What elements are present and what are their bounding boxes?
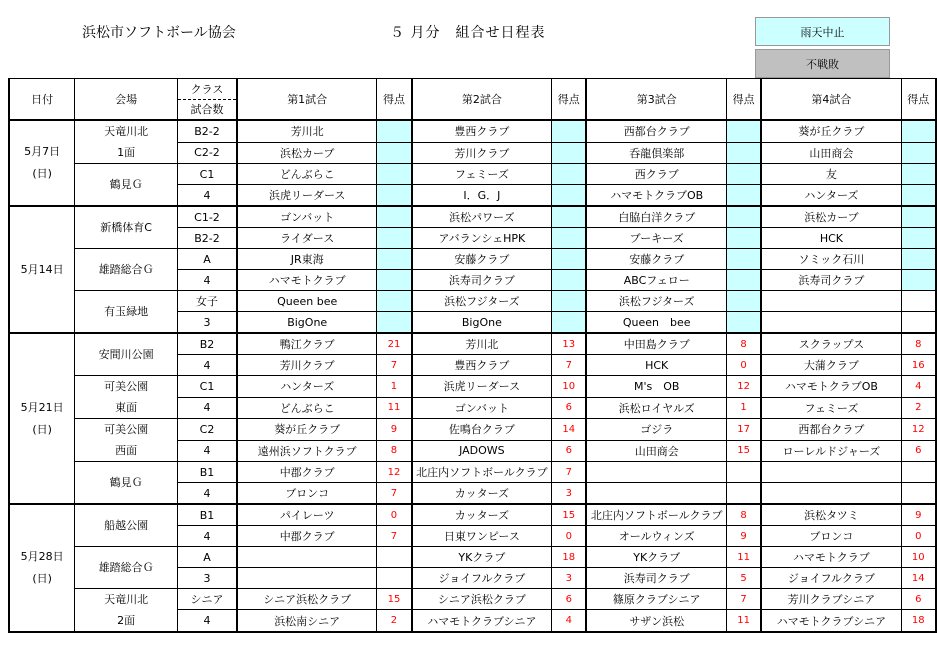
score-cell: 7 [726,589,761,610]
team-cell: 芳川クラブ [237,355,377,376]
day-of-week: (日) [32,572,52,585]
score-cell: 2 [901,397,936,419]
team-cell: 浜松ロイヤルズ [586,397,726,419]
team-cell: ハンターズ [761,185,901,207]
team-cell: ローレルドジャーズ [761,440,901,462]
team-cell: 葵が丘クラブ [761,120,901,142]
score-cell [901,291,936,312]
team-cell: 浜松カーブ [761,206,901,228]
score-cell: 18 [901,610,936,632]
venue-cell [75,249,178,291]
score-cell: 15 [726,440,761,462]
score-cell [377,185,412,207]
team-cell: ハマモトクラブシニア [412,610,552,632]
score-cell [726,142,761,164]
score-cell [901,249,936,270]
team-cell: 安藤クラブ [586,249,726,270]
team-cell [237,547,377,568]
class-cell: 4 [177,185,237,207]
header-date: 日付 [9,79,75,121]
team-cell [761,462,901,483]
score-cell: 9 [901,504,936,526]
score-cell [726,270,761,291]
score-cell: 10 [901,547,936,568]
team-cell: YKクラブ [586,547,726,568]
score-cell: 15 [552,504,587,526]
venue-cell [75,504,178,547]
team-cell: 豊西クラブ [412,355,552,376]
score-cell: 14 [901,568,936,589]
class-cell: C2-2 [177,142,237,164]
venue-name: 新橋体育C [100,221,152,234]
class-cell: B1 [177,504,237,526]
team-cell: Queen bee [586,312,726,334]
score-cell [901,206,936,228]
header-venue: 会場 [75,79,178,121]
schedule-table [8,78,937,633]
team-cell: ハンターズ [237,376,377,398]
venue-name: 2面 [117,614,136,627]
score-cell [726,462,761,483]
score-cell [726,164,761,185]
team-cell: 山田商会 [761,142,901,164]
team-cell: 浜松フジターズ [412,291,552,312]
venue-name: 鶴見Ｇ [109,178,143,191]
score-cell: 0 [726,355,761,376]
class-cell: 3 [177,568,237,589]
team-cell: 浜寿司クラブ [761,270,901,291]
venue-cell [75,547,178,589]
table-row [9,164,936,185]
team-cell: どんぶらこ [237,397,377,419]
score-cell [552,164,587,185]
team-cell [586,483,726,505]
score-cell [377,120,412,142]
score-cell [726,206,761,228]
score-cell [726,249,761,270]
score-cell [552,120,587,142]
score-cell: 8 [726,333,761,355]
score-cell: 0 [552,526,587,547]
date-cell [9,206,75,333]
venue-name: 可美公園 [104,423,149,436]
score-cell: 6 [552,440,587,462]
score-cell [377,142,412,164]
team-cell: BigOne [237,312,377,334]
team-cell: シニア浜松クラブ [237,589,377,610]
team-cell: 浜松パワーズ [412,206,552,228]
score-cell: 12 [726,376,761,398]
score-cell: 3 [552,483,587,505]
score-cell: 2 [377,610,412,632]
score-cell [377,164,412,185]
score-cell: 7 [377,526,412,547]
team-cell: ABCフェロー [586,270,726,291]
venue-cell [75,206,178,249]
score-cell: 17 [726,419,761,441]
score-cell [377,249,412,270]
score-cell [901,312,936,334]
class-cell: A [177,547,237,568]
class-cell: シニア [177,589,237,610]
team-cell: 豊西クラブ [412,120,552,142]
class-cell: C1-2 [177,206,237,228]
header-score1: 得点 [377,79,412,121]
team-cell: ジョイフルクラブ [761,568,901,589]
team-cell: カッターズ [412,504,552,526]
score-cell: 11 [726,547,761,568]
team-cell: 芳川クラブ [412,142,552,164]
team-cell: ハマモトクラブOB [761,376,901,398]
team-cell: ハマモトクラブシニア [761,610,901,632]
class-cell: 4 [177,440,237,462]
score-cell: 6 [901,440,936,462]
score-cell [552,228,587,249]
score-cell [552,249,587,270]
score-cell [552,206,587,228]
score-cell: 12 [377,462,412,483]
team-cell: 佐鳴台クラブ [412,419,552,441]
table-row [9,120,936,142]
score-cell [377,312,412,334]
score-cell [552,185,587,207]
venue-name: 天竜川北 [104,593,149,606]
organization-title: 浜松市ソフトボール協会 [82,25,236,41]
class-cell: 4 [177,397,237,419]
team-cell: オールウィンズ [586,526,726,547]
team-cell: 芳川クラブシニア [761,589,901,610]
team-cell: シニア浜松クラブ [412,589,552,610]
score-cell [901,164,936,185]
table-row [9,291,936,312]
venue-cell [75,120,178,164]
team-cell: 浜松カーブ [237,142,377,164]
team-cell: HCK [586,355,726,376]
venue-name: 1面 [117,146,136,159]
date-cell [9,333,75,504]
header-match3: 第3試合 [586,79,726,121]
team-cell: JR東海 [237,249,377,270]
score-cell [552,291,587,312]
score-cell: 7 [377,355,412,376]
score-cell: 3 [552,568,587,589]
table-row [9,419,936,441]
score-cell: 14 [552,419,587,441]
date-cell [9,120,75,206]
score-cell [552,270,587,291]
team-cell: BigOne [412,312,552,334]
class-cell: B2-2 [177,120,237,142]
team-cell: 遠州浜ソフトクラブ [237,440,377,462]
date-label: 5月14日 [20,262,64,276]
team-cell: 呑龍倶楽部 [586,142,726,164]
venue-cell [75,419,178,462]
class-cell: 4 [177,610,237,632]
class-cell: B2-2 [177,228,237,249]
venue-name: 安間川公園 [98,348,154,361]
team-cell: 篠原クラブシニア [586,589,726,610]
score-cell: 10 [552,376,587,398]
team-cell [237,568,377,589]
team-cell: ジョイフルクラブ [412,568,552,589]
score-cell [726,185,761,207]
score-cell: 4 [552,610,587,632]
legend-forfeit: 不戦敗 [755,49,890,78]
team-cell: 白脇白洋クラブ [586,206,726,228]
team-cell: 日東ワンピース [412,526,552,547]
venue-cell [75,589,178,633]
table-row [9,206,936,228]
team-cell: 葵が丘クラブ [237,419,377,441]
team-cell: 西都台クラブ [586,120,726,142]
score-cell: 21 [377,333,412,355]
score-cell [377,568,412,589]
team-cell: 中郡クラブ [237,462,377,483]
date-cell [9,504,75,632]
score-cell [726,312,761,334]
team-cell: 大蒲クラブ [761,355,901,376]
team-cell: フェミーズ [412,164,552,185]
score-cell: 8 [726,504,761,526]
team-cell: 芳川北 [237,120,377,142]
team-cell: 鴨江クラブ [237,333,377,355]
venue-name: 鶴見Ｇ [109,476,143,489]
class-cell: C2 [177,419,237,441]
team-cell: 浜虎リーダース [412,376,552,398]
day-of-week: (日) [32,422,52,436]
team-cell: ゴンバット [412,397,552,419]
team-cell: アバランシェHPK [412,228,552,249]
score-cell [377,228,412,249]
team-cell: 中田島クラブ [586,333,726,355]
venue-name: 有玉緑地 [104,305,149,318]
score-cell [552,312,587,334]
team-cell: ハマモトクラブOB [586,185,726,207]
class-cell: C1 [177,376,237,398]
team-cell: ブーキーズ [586,228,726,249]
team-cell: 浜松南シニア [237,610,377,632]
table-row [9,547,936,568]
score-cell: 0 [901,526,936,547]
score-cell [726,120,761,142]
score-cell: 4 [901,376,936,398]
team-cell: 西クラブ [586,164,726,185]
schedule-title: ５ 月分 組合せ日程表 [390,25,546,41]
score-cell: 11 [377,397,412,419]
score-cell [552,142,587,164]
score-cell: 15 [377,589,412,610]
score-cell [726,483,761,505]
score-cell [901,185,936,207]
score-cell: 1 [377,376,412,398]
team-cell: 北庄内ソフトボールクラブ [586,504,726,526]
header-match2: 第2試合 [412,79,552,121]
team-cell: ブロンコ [237,483,377,505]
score-cell [901,270,936,291]
legend-rain-cancel: 雨天中止 [755,17,890,46]
score-cell: 12 [901,419,936,441]
score-cell [901,120,936,142]
team-cell: ライダース [237,228,377,249]
venue-cell [75,462,178,505]
venue-name: 西面 [115,444,138,457]
score-cell: 11 [726,610,761,632]
team-cell: フェミーズ [761,397,901,419]
class-cell: 女子 [177,291,237,312]
team-cell: JADOWS [412,440,552,462]
venue-name: 雄踏総合Ｇ [98,561,154,574]
team-cell: 浜寿司クラブ [412,270,552,291]
team-cell: 友 [761,164,901,185]
header-class: クラス 試合数 [177,79,237,121]
team-cell: 安藤クラブ [412,249,552,270]
score-cell [726,228,761,249]
team-cell: ハマモトクラブ [237,270,377,291]
score-cell: 0 [377,504,412,526]
date-label: 5月7日 [24,145,61,158]
team-cell: 中郡クラブ [237,526,377,547]
score-cell: 16 [901,355,936,376]
class-cell: 3 [177,312,237,334]
class-cell: 4 [177,526,237,547]
score-cell: 9 [726,526,761,547]
score-cell [377,547,412,568]
team-cell: パイレーツ [237,504,377,526]
class-cell: 4 [177,270,237,291]
table-row [9,462,936,483]
table-row [9,249,936,270]
team-cell: 浜寿司クラブ [586,568,726,589]
team-cell: 浜松タツミ [761,504,901,526]
team-cell: ブロンコ [761,526,901,547]
venue-name: 雄踏総合Ｇ [98,263,154,276]
team-cell [761,312,901,334]
score-cell [377,206,412,228]
score-cell: 8 [901,333,936,355]
table-row [9,589,936,610]
team-cell: どんぶらこ [237,164,377,185]
date-label: 5月28日 [20,550,64,563]
score-cell: 7 [552,355,587,376]
score-cell: 1 [726,397,761,419]
score-cell: 18 [552,547,587,568]
date-label: 5月21日 [20,400,64,414]
team-cell [761,483,901,505]
table-row [9,376,936,398]
venue-cell [75,376,178,419]
score-cell: 8 [377,440,412,462]
score-cell: 6 [901,589,936,610]
venue-name: 船越公園 [104,519,149,532]
header-match4: 第4試合 [761,79,901,121]
score-cell: 5 [726,568,761,589]
team-cell: 芳川北 [412,333,552,355]
header-score3: 得点 [726,79,761,121]
table-row [9,333,936,355]
day-of-week: (日) [32,167,52,180]
header-score4: 得点 [901,79,936,121]
team-cell: ソミック石川 [761,249,901,270]
team-cell: Queen bee [237,291,377,312]
class-cell: A [177,249,237,270]
score-cell [901,483,936,505]
team-cell: YKクラブ [412,547,552,568]
team-cell: HCK [761,228,901,249]
team-cell: 北庄内ソフトボールクラブ [412,462,552,483]
header-match1: 第1試合 [237,79,377,121]
venue-cell [75,164,178,207]
score-cell: 7 [552,462,587,483]
score-cell [901,142,936,164]
venue-cell [75,333,178,376]
score-cell: 13 [552,333,587,355]
class-cell: B2 [177,333,237,355]
score-cell: 7 [377,483,412,505]
venue-cell [75,291,178,334]
class-cell: C1 [177,164,237,185]
team-cell: ゴジラ [586,419,726,441]
team-cell: カッターズ [412,483,552,505]
team-cell: ハマモトクラブ [761,547,901,568]
venue-name: 天竜川北 [104,125,149,138]
table-row [9,504,936,526]
score-cell [377,270,412,291]
header-score2: 得点 [552,79,587,121]
team-cell: 浜虎リーダース [237,185,377,207]
team-cell: 西都台クラブ [761,419,901,441]
team-cell: M's OB [586,376,726,398]
score-cell [901,228,936,249]
class-cell: 4 [177,483,237,505]
team-cell: スクラップス [761,333,901,355]
team-cell: ゴンバット [237,206,377,228]
team-cell: サザン浜松 [586,610,726,632]
score-cell [377,291,412,312]
team-cell: 浜松フジターズ [586,291,726,312]
class-cell: B1 [177,462,237,483]
score-cell [726,291,761,312]
score-cell: 6 [552,397,587,419]
team-cell [586,462,726,483]
team-cell: 山田商会 [586,440,726,462]
venue-name: 東面 [115,401,138,414]
score-cell [901,462,936,483]
venue-name: 可美公園 [104,380,149,393]
score-cell: 9 [377,419,412,441]
score-cell: 6 [552,589,587,610]
class-cell: 4 [177,355,237,376]
team-cell: I．G．J [412,185,552,207]
team-cell [761,291,901,312]
